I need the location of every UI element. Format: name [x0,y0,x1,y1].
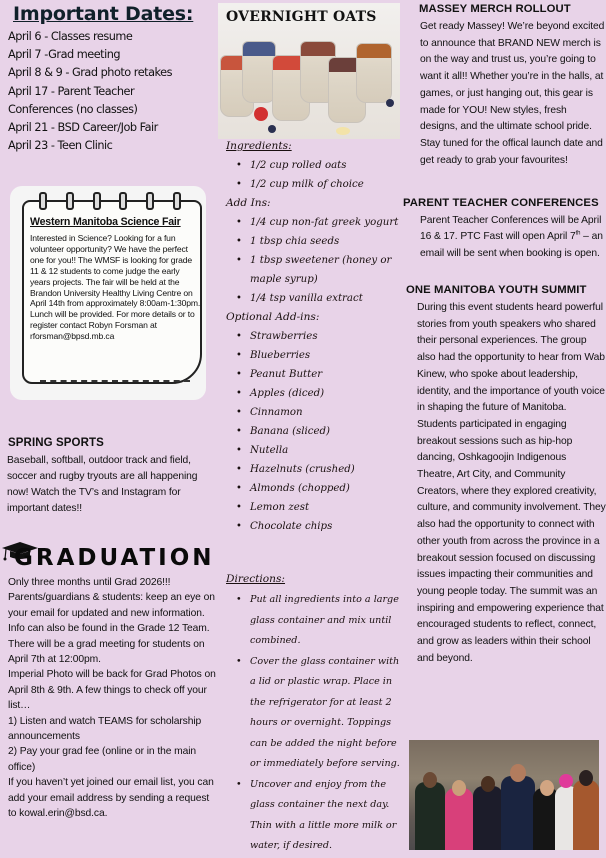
grad-line: Only three months until Grad 2026!!! [8,577,171,588]
optional-item: • Blueberries [234,346,404,365]
jar-image [242,41,276,103]
science-fair-title: Western Manitoba Science Fair [30,216,181,228]
youth-summit-group-photo [409,740,599,850]
direction-step: • Cover the glass container with a lid or plastic wrap. Place in the refrigerator for at least 2 hours or overnight. Toppings can be added the night before or immediately before serving. [234,652,404,775]
add-ins-list [226,213,404,308]
ring-icon [66,192,74,210]
grad-line: Parents/guardians & students: keep an eye on your email for updated and new information. Info can also be found in the Grade 12 Team. [8,592,215,635]
optional-add-ins-list [226,327,404,536]
ring-icon [93,192,101,210]
ring-icon [173,192,181,210]
direction-step: • Uncover and enjoy from the glass container the next day. Thin with a little more milk or water, if desired. [234,775,404,857]
merch-title: MASSEY MERCH ROLLOUT [419,3,571,15]
summit-body: During this event students heard powerful stories from youth speakers who shared their personal experiences. The group also had the opportunity to hear from Wab Kinew, who spoke about leadership, identity, and the importance of youth voice in shaping the future of Manitoba. Students participated in engaging breakout sessions such as hip-hop dancing, Oshkagoojin Indigenous Theatre, Art City, and Community Creators, where they explored creativity, culture, and community involvement. They also had the opportunity to connect with other youth from across the province in a breakout session focused on discussing issues impacting their communities and young people today. The summit was an inspiring and empowering experience that encouraged students to reflect, connect, and grow as leaders within their school and beyond. [417,302,606,664]
direction-step: • Put all ingredients into a large glass container and mix until combined. [234,590,404,652]
optional-add-ins-label: Optional Add-ins: [226,311,320,323]
date-item: April 6 - Classes resume [8,30,133,43]
banana-image [336,127,350,135]
ingredient-item: • 1/2 cup rolled oats [234,156,404,175]
ptc-body [420,213,606,262]
spring-sports-body: Baseball, softball, outdoor track and field, soccer and rugby tryouts are all happening now! Watch the TV’s and Instagram for important dates!! [7,455,198,514]
science-fair-body: Interested in Science? Looking for a fun volunteer opportunity? We have the perfect one for you!! The WMSF is looking for grade 11 & 12 students to come judge the early years projects. The fair will be held at the Brandon University Healthy Living Centre on April 14th from approximately 8:00am-1:30pm. Lunch will be provided. For more details or to register contact Robyn Forsman at rforsman@bpsd.mb.ca [30,233,201,342]
person-head [579,770,593,786]
overnight-oats-title: OVERNIGHT OATS [226,9,377,25]
recipe-ingredients [226,137,404,536]
notepad-decoration [40,380,190,382]
optional-item: • Hazelnuts (crushed) [234,460,404,479]
blueberry-image [386,99,394,107]
grad-line: There will be a grad meeting for students on April 7th at 12:00pm. [8,638,205,666]
add-ins-label: Add Ins: [226,197,271,209]
blueberry-image [268,125,276,133]
person-figure [415,782,445,850]
person-head [452,780,466,796]
person-figure [473,786,503,850]
strawberry-image [254,107,268,121]
add-in-item: • 1/4 cup non-fat greek yogurt [234,213,404,232]
overnight-oats-photo [218,3,400,139]
optional-item: • Peanut Butter [234,365,404,384]
ptc-body-text: – an email will be sent when booking is open. [420,231,603,259]
spring-sports-title: SPRING SPORTS [8,437,104,449]
optional-item: • Cinnamon [234,403,404,422]
date-item: Conferences (no classes) [8,102,138,116]
date-item: April 7 -Grad meeting [8,48,121,62]
person-figure [573,780,599,850]
grad-line: 1) Listen and watch TEAMS for scholarship announcements [8,715,202,743]
important-dates-list [8,28,218,155]
person-head [423,772,437,788]
optional-item: • Chocolate chips [234,517,404,536]
person-head [481,776,495,792]
ring-icon [119,192,127,210]
ptc-title: PARENT TEACHER CONFERENCES [403,197,599,209]
important-dates-title: Important Dates: [13,3,194,25]
person-figure [501,776,535,850]
ptc-body-text: Parent Teacher Conferences will be April 16 & 17. PTC Fast will open April 7 [420,215,602,243]
summit-title: ONE MANITOBA YOUTH SUMMIT [406,284,587,296]
ingredients-label: Ingredients: [226,140,292,152]
directions-list [226,590,404,857]
ingredients-list [226,156,404,194]
person-head [540,780,554,796]
ring-icon [39,192,47,210]
graduation-body [8,575,218,822]
optional-item: • Lemon zest [234,498,404,517]
grad-line: Imperial Photo will be back for Grad Photos on April 8th & 9th. A few things to check off your list… [8,669,216,712]
recipe-directions [226,570,404,857]
optional-item: • Strawberries [234,327,404,346]
optional-item: • Nutella [234,441,404,460]
person-figure [445,788,473,850]
optional-item: • Banana (sliced) [234,422,404,441]
person-head [510,764,526,782]
date-item: April 21 - BSD Career/Job Fair [8,121,158,135]
date-item: April 17 - Parent Teacher [8,84,135,98]
optional-item: • Almonds (chopped) [234,479,404,498]
jar-image [356,43,392,103]
date-item: April 23 - Teen Clinic [8,139,113,153]
person-head [559,774,573,788]
grad-line: If you haven’t yet joined our email list, you can add your email address by sending a request to kowal.erin@bsd.ca. [8,777,214,820]
ring-icon [146,192,154,210]
ptc-superscript: th [575,230,581,237]
merch-body: Get ready Massey! We’re beyond excited to announce that BRAND NEW merch is on the way and trust us, you’re going to want it all!! Whether you’re in the halls, at games, or just hanging out, this gear is made for YOU! New styles, fresh designs, and the ultimate school pride. Stay tuned for the offical launch date and get ready to grab your favourites! [420,21,605,166]
ingredient-item: • 1/2 cup milk of choice [234,175,404,194]
grad-line: 2) Pay your grad fee (online or in the main office) [8,746,197,773]
notepad-rings [30,192,190,214]
date-item: April 8 & 9 - Grad photo retakes [8,66,172,80]
graduation-title: GRADUATION [14,545,215,571]
optional-item: • Apples (diced) [234,384,404,403]
add-in-item: • 1 tbsp chia seeds [234,232,404,251]
add-in-item: • 1/4 tsp vanilla extract [234,289,404,308]
add-in-item: • 1 tbsp sweetener (honey or maple syrup) [234,251,404,289]
directions-label: Directions: [226,573,286,585]
